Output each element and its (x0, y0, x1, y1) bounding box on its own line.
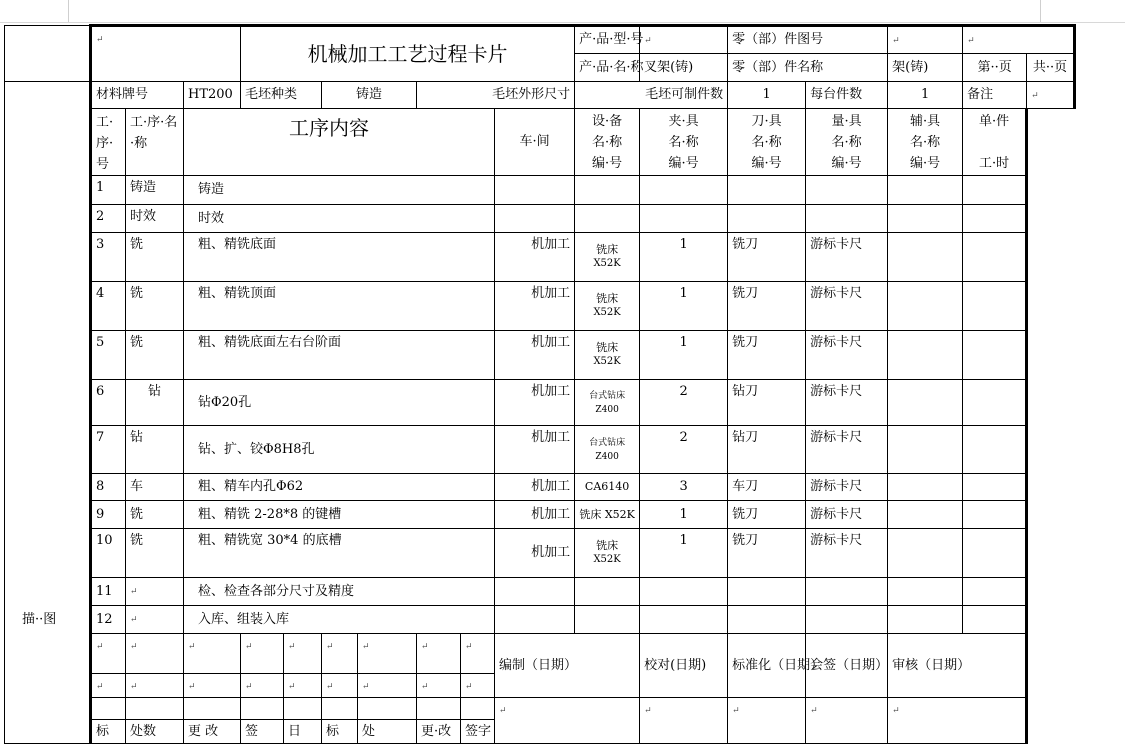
rev-cell (322, 698, 358, 720)
rev-cell: ↵ (461, 674, 495, 698)
op-auxiliary (888, 578, 963, 606)
op-content: 钻Φ20孔 (184, 380, 495, 426)
op-equipment (575, 205, 640, 233)
bottom-label: 日 (284, 720, 322, 744)
op-cutter: 钻刀 (728, 380, 806, 426)
op-cutter: 铣刀 (728, 331, 806, 380)
op-auxiliary (888, 331, 963, 380)
part-name-label: 零（部）件名称 (728, 54, 888, 82)
col-process-no: 工·序·号 (91, 109, 126, 176)
process-card-table (4, 24, 1076, 744)
op-gauge: 游标卡尺 (806, 426, 888, 474)
op-equipment: 台式钻床 Z400 (575, 380, 640, 426)
op-name: ↵ (126, 606, 184, 634)
per-unit-label: 每台件数 (806, 82, 888, 109)
rev-cell: ↵ (184, 634, 241, 674)
table-row (5, 176, 1075, 205)
rev-cell: ↵ (91, 674, 126, 698)
blank-count-value: 1 (728, 82, 806, 109)
signoff-compile: 编制（日期） (495, 634, 640, 698)
blank-size-label: 毛坯外形尺寸 (417, 82, 575, 109)
rev-cell: ↵ (322, 674, 358, 698)
op-gauge: 游标卡尺 (806, 282, 888, 331)
op-equipment: 台式钻床 Z400 (575, 426, 640, 474)
op-workshop (495, 176, 575, 205)
op-cutter: 铣刀 (728, 282, 806, 331)
op-unit-time (963, 282, 1027, 331)
bottom-label: 标 (91, 720, 126, 744)
op-unit-time (963, 578, 1027, 606)
op-auxiliary (888, 501, 963, 529)
rev-cell: ↵ (126, 674, 184, 698)
op-equipment: 铣床 X52K (575, 501, 640, 529)
table-row (5, 380, 1075, 426)
col-fixture: 夹·具 名·称 编·号 (640, 109, 728, 176)
signoff-blank: ↵ (728, 698, 806, 744)
op-content: 粗、精车内孔Φ62 (184, 474, 495, 501)
op-no: 5 (91, 331, 126, 380)
rev-cell: ↵ (184, 674, 241, 698)
remark-label: 备注 (963, 82, 1027, 109)
op-equipment: CA6140 (575, 474, 640, 501)
op-fixture: 1 (640, 501, 728, 529)
rev-cell: ↵ (241, 634, 284, 674)
op-auxiliary (888, 233, 963, 282)
table-row (5, 331, 1075, 380)
op-no: 11 (91, 578, 126, 606)
rev-cell: ↵ (126, 634, 184, 674)
op-equipment (575, 578, 640, 606)
op-gauge (806, 606, 888, 634)
op-gauge (806, 176, 888, 205)
op-workshop: 机加工 (495, 380, 575, 426)
header-blank-cell: ↵ (91, 26, 241, 82)
revision-row (5, 698, 1075, 720)
signoff-countersign: 会签（日期） (806, 634, 888, 698)
part-name-value: 架(铸) (888, 54, 963, 82)
part-drawing-label: 零（部）件图号 (728, 26, 888, 54)
table-row (5, 529, 1075, 578)
op-cutter: 车刀 (728, 474, 806, 501)
op-no: 9 (91, 501, 126, 529)
part-drawing-value: ↵ (888, 26, 963, 54)
header-row-1 (5, 26, 1075, 54)
op-cutter: 钻刀 (728, 426, 806, 474)
op-fixture (640, 205, 728, 233)
op-no: 1 (91, 176, 126, 205)
op-fixture (640, 606, 728, 634)
op-name: 铣 (126, 233, 184, 282)
rev-cell: ↵ (417, 634, 461, 674)
op-name: 铣 (126, 529, 184, 578)
bottom-label: 标 (322, 720, 358, 744)
rev-cell: ↵ (322, 634, 358, 674)
op-content: 钻、扩、铰Φ8H8孔 (184, 426, 495, 474)
col-cutter: 刀·具 名·称 编·号 (728, 109, 806, 176)
op-content: 入库、组装入库 (184, 606, 495, 634)
op-equipment: 铣床 X52K (575, 282, 640, 331)
op-equipment: 铣床 X52K (575, 331, 640, 380)
ruler-line (68, 0, 69, 22)
card-title: 机械加工工艺过程卡片 (241, 26, 575, 82)
total-pages-label: 共··页 (1027, 54, 1075, 82)
op-workshop: 机加工 (495, 233, 575, 282)
op-name: 铣 (126, 501, 184, 529)
op-name: 铣 (126, 331, 184, 380)
left-margin-column (5, 82, 91, 744)
rev-cell: ↵ (461, 634, 495, 674)
op-no: 3 (91, 233, 126, 282)
op-equipment (575, 606, 640, 634)
bottom-label: 签 (241, 720, 284, 744)
op-gauge: 游标卡尺 (806, 474, 888, 501)
table-row (5, 233, 1075, 282)
op-name: 时效 (126, 205, 184, 233)
op-name: 铸造 (126, 176, 184, 205)
product-name-value: 叉架(铸) (640, 54, 728, 82)
blank-type-label: 毛坯种类 (241, 82, 322, 109)
op-unit-time (963, 233, 1027, 282)
bottom-label: 更 改 (184, 720, 241, 744)
op-auxiliary (888, 474, 963, 501)
rev-cell (184, 698, 241, 720)
rev-cell: ↵ (284, 634, 322, 674)
op-no: 7 (91, 426, 126, 474)
op-no: 10 (91, 529, 126, 578)
op-name: 钻 (126, 380, 184, 426)
op-auxiliary (888, 606, 963, 634)
table-row (5, 474, 1075, 501)
op-auxiliary (888, 426, 963, 474)
op-workshop (495, 606, 575, 634)
bottom-label: 处数 (126, 720, 184, 744)
op-no: 12 (91, 606, 126, 634)
col-unit-time: 单·件 工·时 (963, 109, 1027, 176)
product-model-value: ↵ (640, 26, 728, 54)
op-equipment (575, 176, 640, 205)
rev-cell: ↵ (284, 674, 322, 698)
table-row (5, 426, 1075, 474)
op-equipment: 铣床 X52K (575, 233, 640, 282)
signoff-review: 审核（日期） (888, 634, 1027, 698)
page-edge-line (0, 22, 1125, 23)
op-fixture (640, 176, 728, 205)
bottom-label: 签字 (461, 720, 495, 744)
op-name: 铣 (126, 282, 184, 331)
op-workshop (495, 578, 575, 606)
table-row (5, 501, 1075, 529)
material-grade-value: HT200 (184, 82, 241, 109)
op-workshop: 机加工 (495, 426, 575, 474)
col-process-name: 工·序·名·称 (126, 109, 184, 176)
op-workshop: 机加工 (495, 529, 575, 578)
part-drawing-extra: ↵ (963, 26, 1075, 54)
op-cutter (728, 578, 806, 606)
remark-value: ↵ (1027, 82, 1075, 109)
signoff-blank: ↵ (495, 698, 640, 744)
op-auxiliary (888, 529, 963, 578)
rev-cell (461, 698, 495, 720)
op-content: 铸造 (184, 176, 495, 205)
op-workshop (495, 205, 575, 233)
op-fixture: 1 (640, 331, 728, 380)
op-unit-time (963, 380, 1027, 426)
rev-cell: ↵ (358, 674, 417, 698)
side-label-trace: 描··图 (22, 612, 57, 627)
op-gauge: 游标卡尺 (806, 529, 888, 578)
op-auxiliary (888, 176, 963, 205)
op-gauge: 游标卡尺 (806, 331, 888, 380)
per-unit-value: 1 (888, 82, 963, 109)
table-row (5, 606, 1075, 634)
blank-count-label: 毛坯可制件数 (575, 82, 728, 109)
op-cutter (728, 205, 806, 233)
col-auxiliary: 辅·具 名·称 编·号 (888, 109, 963, 176)
op-gauge (806, 205, 888, 233)
op-gauge: 游标卡尺 (806, 380, 888, 426)
op-auxiliary (888, 380, 963, 426)
op-unit-time (963, 426, 1027, 474)
rev-cell: ↵ (241, 674, 284, 698)
op-name: ↵ (126, 578, 184, 606)
op-fixture: 3 (640, 474, 728, 501)
op-content: 粗、精铣宽 30*4 的底槽 (184, 529, 495, 578)
col-gauge: 量·具 名·称 编·号 (806, 109, 888, 176)
op-no: 2 (91, 205, 126, 233)
rev-cell: ↵ (417, 674, 461, 698)
op-content: 粗、精铣 2-28*8 的键槽 (184, 501, 495, 529)
rev-cell: ↵ (358, 634, 417, 674)
op-content: 时效 (184, 205, 495, 233)
signoff-blank: ↵ (806, 698, 888, 744)
op-cutter: 铣刀 (728, 529, 806, 578)
op-content: 检、检查各部分尺寸及精度 (184, 578, 495, 606)
op-unit-time (963, 205, 1027, 233)
rev-cell (284, 698, 322, 720)
rev-cell (91, 698, 126, 720)
table-row (5, 578, 1075, 606)
op-unit-time (963, 529, 1027, 578)
blank-type-value: 铸造 (322, 82, 417, 109)
op-fixture: 1 (640, 282, 728, 331)
op-no: 8 (91, 474, 126, 501)
col-equipment: 设·备 名·称 编·号 (575, 109, 640, 176)
op-auxiliary (888, 205, 963, 233)
op-no: 4 (91, 282, 126, 331)
op-content: 粗、精铣顶面 (184, 282, 495, 331)
op-gauge: 游标卡尺 (806, 501, 888, 529)
rev-cell (126, 698, 184, 720)
rev-cell (358, 698, 417, 720)
op-cutter (728, 606, 806, 634)
op-workshop: 机加工 (495, 501, 575, 529)
col-workshop: 车·间 (495, 109, 575, 176)
op-workshop: 机加工 (495, 282, 575, 331)
op-unit-time (963, 606, 1027, 634)
signoff-check: 校对(日期) (640, 634, 728, 698)
op-cutter: 铣刀 (728, 501, 806, 529)
signoff-blank: ↵ (888, 698, 1027, 744)
op-fixture: 1 (640, 529, 728, 578)
material-grade-label: 材料牌号 (91, 82, 184, 109)
op-name: 钻 (126, 426, 184, 474)
product-model-label: 产·品·型·号 (575, 26, 640, 54)
op-unit-time (963, 331, 1027, 380)
op-workshop: 机加工 (495, 474, 575, 501)
rev-cell: ↵ (91, 634, 126, 674)
op-unit-time (963, 176, 1027, 205)
op-cutter: 铣刀 (728, 233, 806, 282)
op-unit-time (963, 474, 1027, 501)
op-equipment: 铣床 X52K (575, 529, 640, 578)
revision-row (5, 634, 1075, 674)
op-content: 粗、精铣底面左右台阶面 (184, 331, 495, 380)
corner-blank-cell (5, 26, 91, 82)
op-fixture: 2 (640, 426, 728, 474)
op-fixture: 1 (640, 233, 728, 282)
op-gauge (806, 578, 888, 606)
col-process-content: 工序内容 (184, 109, 495, 176)
material-row (5, 82, 1075, 109)
op-content: 粗、精铣底面 (184, 233, 495, 282)
page-label: 第··页 (963, 54, 1027, 82)
op-workshop: 机加工 (495, 331, 575, 380)
rev-cell (241, 698, 284, 720)
product-name-label: 产·品·名·称 (575, 54, 640, 82)
op-auxiliary (888, 282, 963, 331)
table-row (5, 282, 1075, 331)
signoff-blank: ↵ (640, 698, 728, 744)
table-row (5, 205, 1075, 233)
op-name: 车 (126, 474, 184, 501)
rev-cell (417, 698, 461, 720)
bottom-label: 更·改 (417, 720, 461, 744)
ruler-line (1040, 0, 1041, 22)
op-fixture (640, 578, 728, 606)
op-unit-time (963, 501, 1027, 529)
op-fixture: 2 (640, 380, 728, 426)
op-cutter (728, 176, 806, 205)
bottom-label: 处 (358, 720, 417, 744)
column-header-row (5, 109, 1075, 176)
op-gauge: 游标卡尺 (806, 233, 888, 282)
signoff-standardize: 标准化（日期） (728, 634, 806, 698)
op-no: 6 (91, 380, 126, 426)
